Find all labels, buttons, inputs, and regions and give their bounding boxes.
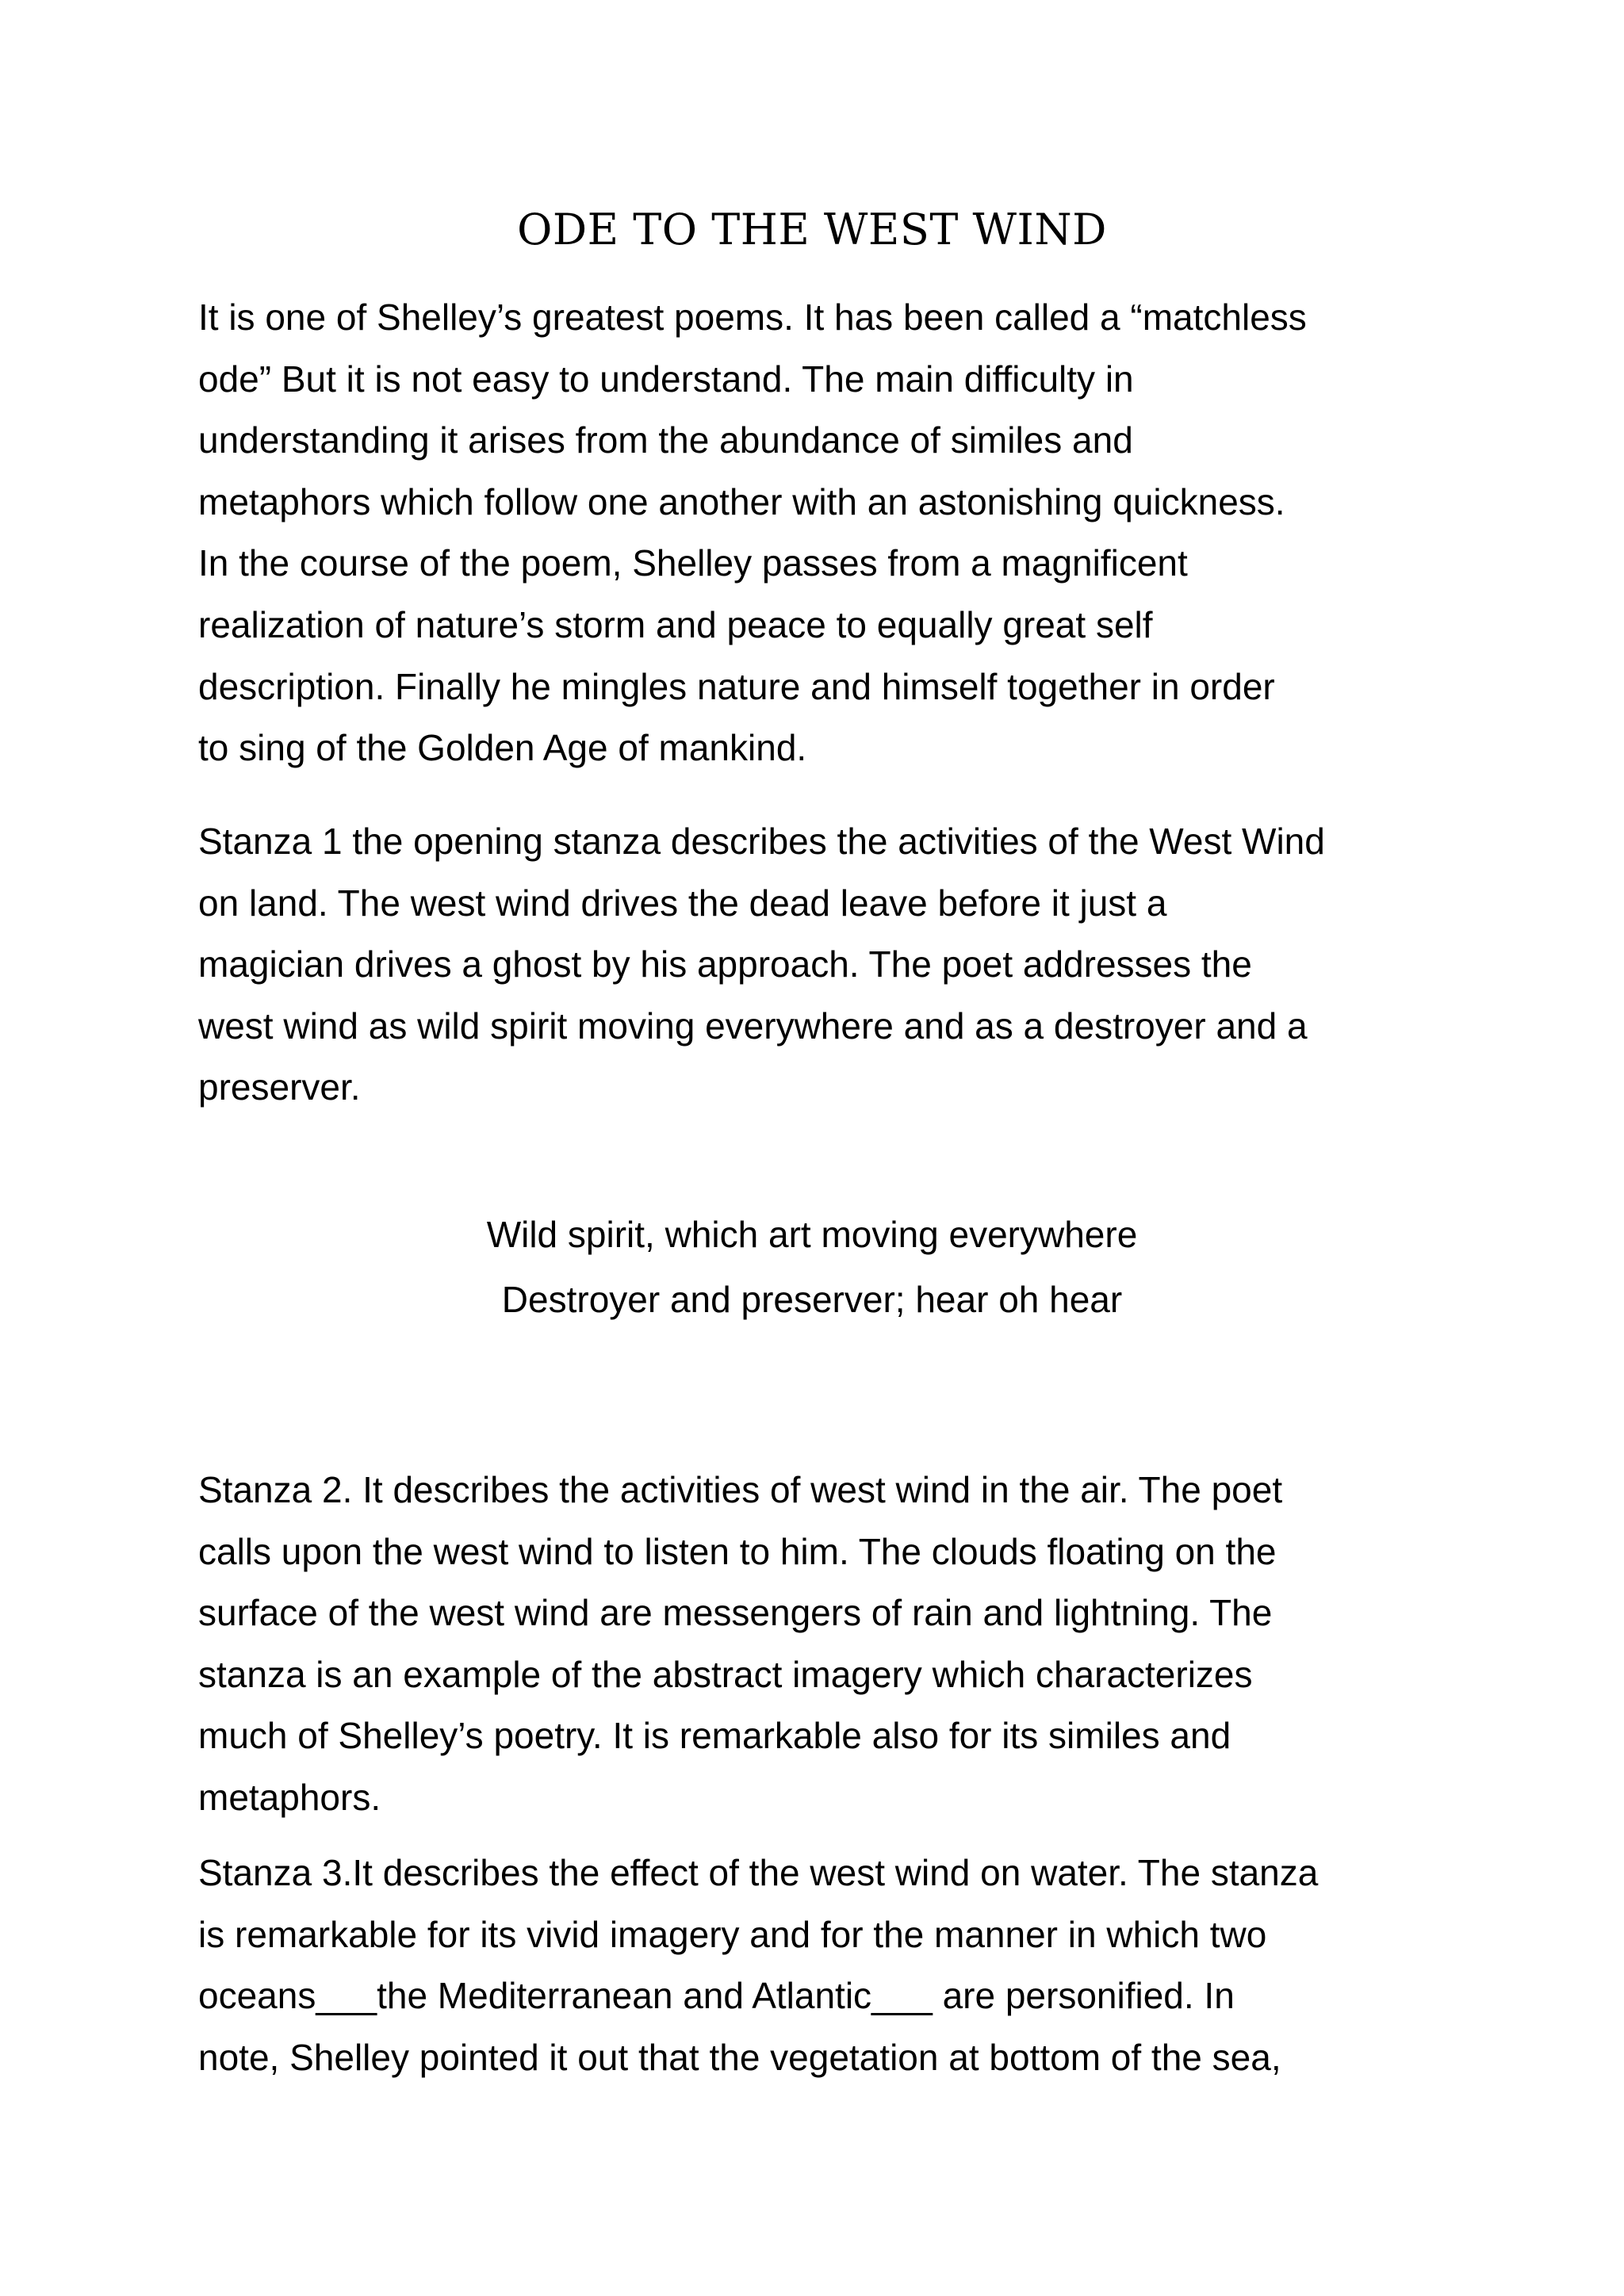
text-line: It is one of Shelley’s greatest poems. It has been called a “matchless [198,297,1307,338]
text-line: stanza is an example of the abstract imagery which characterizes [198,1653,1253,1695]
text-line: preserver. [198,1066,361,1108]
poem-quote [0,1202,1624,1332]
text-line: note, Shelley pointed it out that the vegetation at bottom of the sea, [198,2036,1281,2078]
text-line: to sing of the Golden Age of mankind. [198,727,807,769]
text-line: on land. The west wind drives the dead leave before it just a [198,882,1167,924]
text-line: In the course of the poem, Shelley passes from a magnificent [198,542,1188,584]
text-line: Stanza 1 the opening stanza describes the activities of the West Wind [198,821,1325,862]
text-line: realization of nature’s storm and peace to equally great self [198,603,1153,645]
text-line: understanding it arises from the abundance of similes and [198,419,1133,461]
stanza-2-paragraph [198,1460,1435,1829]
text-line: calls upon the west wind to listen to him. The clouds floating on the [198,1530,1277,1572]
text-line: metaphors. [198,1776,381,1818]
text-line: much of Shelley’s poetry. It is remarkable also for its similes and [198,1715,1231,1757]
text-line: Stanza 3.It describes the effect of the west wind on water. The stanza [198,1852,1319,1893]
text-line: ode” But it is not easy to understand. The main difficulty in [198,358,1134,400]
text-line: magician drives a ghost by his approach. The poet addresses the [198,943,1252,985]
text-line: oceans___the Mediterranean and Atlantic___ are personified. In [198,1975,1235,2017]
stanza-1-paragraph [198,811,1435,1119]
document-title: ODE TO THE WEST WIND [517,205,1107,254]
text-line: surface of the west wind are messengers of rain and lightning. The [198,1592,1273,1634]
verse-line: Wild spirit, which art moving everywhere [486,1214,1138,1255]
text-line: Stanza 2. It describes the activities of west wind in the air. The poet [198,1469,1283,1510]
intro-paragraph [198,287,1435,779]
stanza-3-paragraph [198,1843,1435,2088]
text-line: west wind as wild spirit moving everywhere and as a destroyer and a [198,1004,1308,1047]
text-line: metaphors which follow one another with an astonishing quickness. [198,480,1285,522]
verse-line: Destroyer and preserver; hear oh hear [501,1279,1123,1320]
text-line: is remarkable for its vivid imagery and for the manner in which two [198,1913,1267,1955]
text-line: description. Finally he mingles nature and himself together in order [198,665,1275,707]
